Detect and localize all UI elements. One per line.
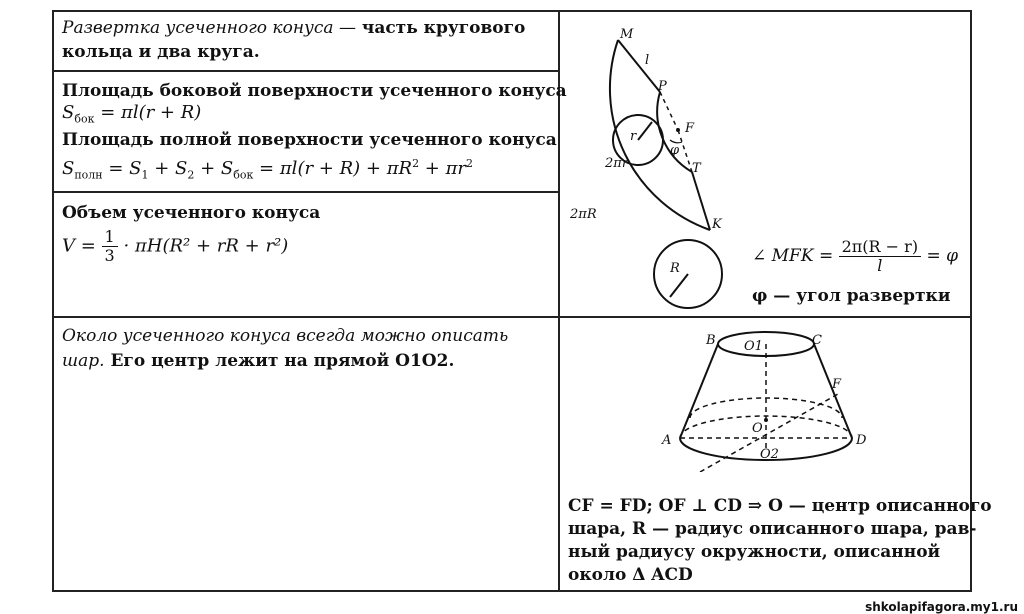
section1-italic: Развертка усеченного конуса — bbox=[62, 18, 356, 38]
explanation-line2: шара, R — радиус описанного шара, рав- bbox=[568, 519, 977, 539]
volume-formula bbox=[62, 228, 288, 265]
label-B: B bbox=[706, 333, 716, 348]
row-divider-1 bbox=[52, 70, 560, 72]
angle-formula bbox=[752, 238, 958, 275]
volume-rhs: · πH(R² + rR + r²) bbox=[123, 235, 289, 257]
label-phi: φ bbox=[670, 143, 680, 158]
section1-rest: часть кругового bbox=[355, 18, 526, 38]
angle-lhs: ∠ MFK = bbox=[752, 246, 834, 266]
label-O1: O1 bbox=[744, 339, 763, 354]
label-K: K bbox=[712, 217, 722, 232]
angle-frac-num: 2π(R − r) bbox=[839, 238, 921, 257]
angle-rhs: = φ bbox=[926, 246, 959, 266]
label-A: A bbox=[662, 433, 672, 448]
label-T: T bbox=[692, 161, 701, 176]
label-P: P bbox=[658, 79, 667, 94]
sphere-line1: Около усеченного конуса всегда можно описать bbox=[62, 326, 509, 346]
row-divider-2 bbox=[52, 191, 560, 193]
edge-mp bbox=[618, 40, 660, 92]
volume-frac-num: 1 bbox=[102, 228, 118, 247]
label-D: D bbox=[856, 433, 867, 448]
sphere-italic: шар. bbox=[62, 351, 105, 371]
label-l: l bbox=[645, 53, 650, 68]
lateral-area-formula: $S_{бок} = \pi l(r + R)$ bbox=[62, 102, 202, 126]
label-C: C bbox=[812, 333, 822, 348]
label-R: R bbox=[670, 261, 680, 276]
frustum-sphere-diagram bbox=[660, 322, 880, 472]
total-area-formula: $S_{полн} = S_1 + S_2 + S_{бок} = \pi l(r + R) + \pi R^2 + \pi r^2$ bbox=[62, 157, 474, 182]
lateral-area-title: Площадь боковой поверхности усеченного конуса bbox=[62, 81, 567, 101]
angle-caption: φ — угол развертки bbox=[752, 286, 951, 306]
label-2pir: 2πr bbox=[605, 156, 629, 171]
explanation-line4: около Δ ACD bbox=[568, 565, 693, 585]
side-ab bbox=[680, 344, 718, 438]
label-r: r bbox=[630, 129, 637, 144]
explanation-line3: ный радиусу окружности, описанной bbox=[568, 542, 941, 562]
explanation-line1: CF = FD; OF ⊥ CD ⇒ O — центр описанного bbox=[568, 496, 992, 516]
label-F2: F bbox=[832, 377, 842, 392]
label-O2: O2 bbox=[760, 447, 779, 462]
angle-fraction bbox=[839, 238, 921, 275]
section1-line2: кольца и два круга. bbox=[62, 42, 260, 62]
angle-frac-den: l bbox=[877, 256, 883, 275]
edge-tk bbox=[692, 172, 710, 230]
volume-frac-den: 3 bbox=[104, 246, 115, 265]
volume-lhs: V = bbox=[62, 235, 96, 257]
row-divider-3 bbox=[52, 316, 972, 318]
label-O: O bbox=[752, 421, 763, 436]
outer-arc bbox=[610, 40, 710, 230]
label-F: F bbox=[685, 121, 695, 136]
volume-fraction bbox=[102, 228, 118, 265]
label-2piR: 2πR bbox=[570, 207, 597, 222]
watermark: shkolapifagora.my1.ru bbox=[865, 600, 1018, 614]
sphere-rest: Его центр лежит на прямой O1O2. bbox=[104, 351, 455, 371]
total-area-title: Площадь полной поверхности усеченного конуса bbox=[62, 130, 557, 150]
label-M: M bbox=[620, 27, 634, 42]
volume-title: Объем усеченного конуса bbox=[62, 203, 321, 223]
